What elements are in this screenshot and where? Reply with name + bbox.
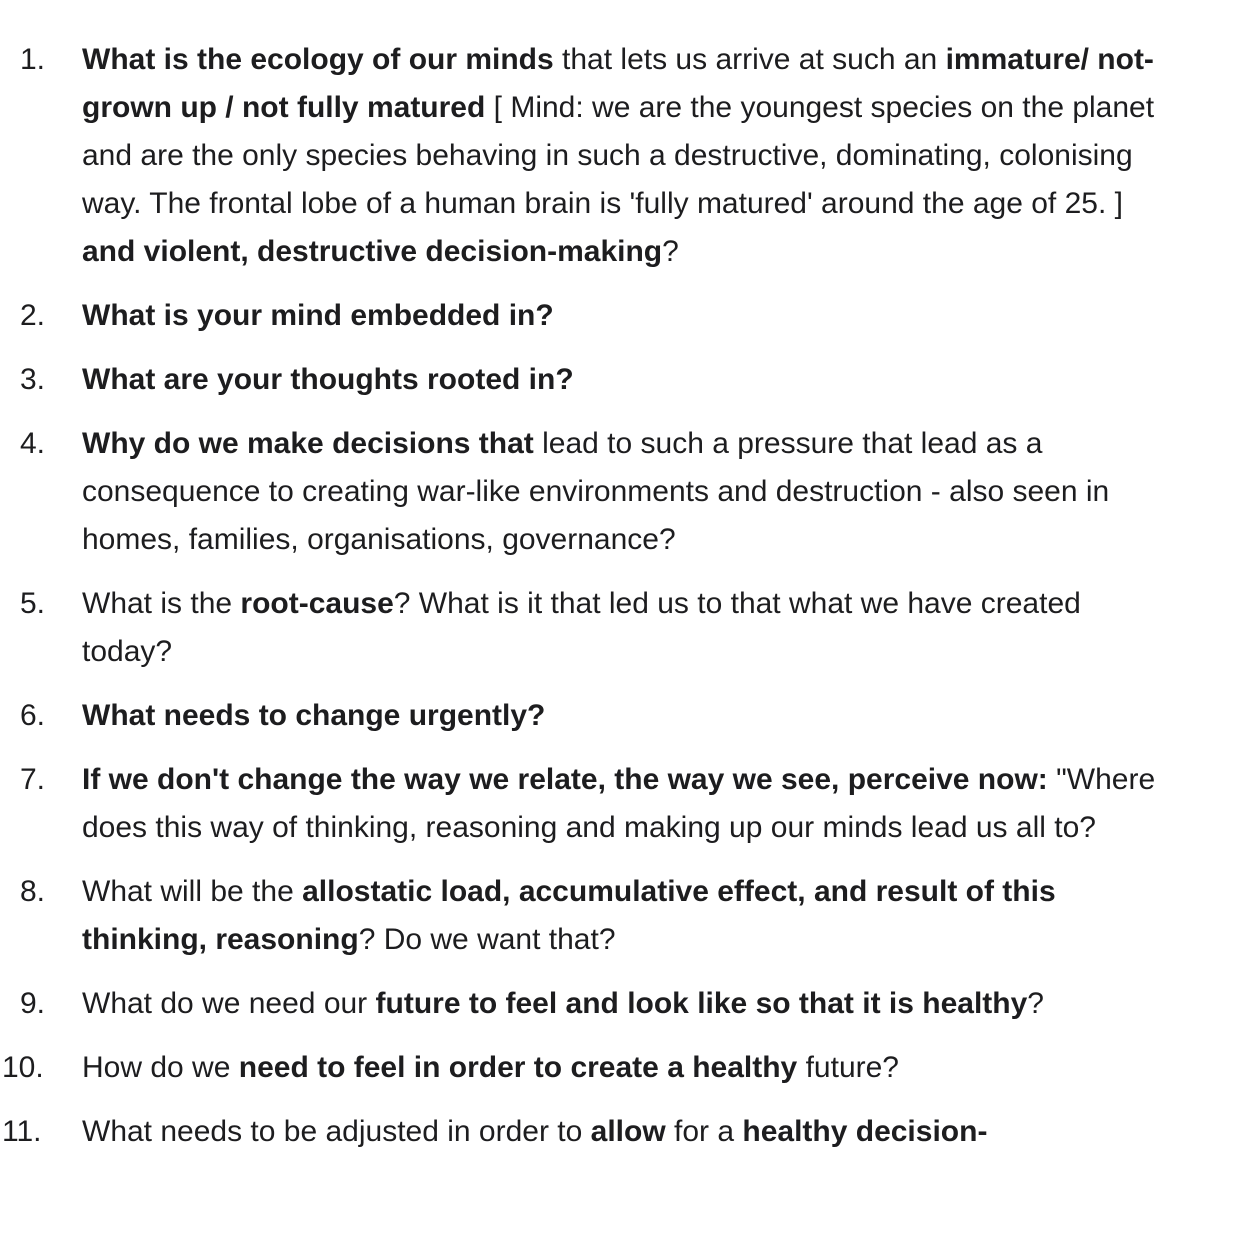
list-item (0, 868, 1244, 964)
list-item (0, 1108, 1244, 1156)
list-item-number: 6. (20, 699, 46, 732)
list-item-number: 1. (20, 43, 46, 76)
list-item-number: 10. (2, 1051, 44, 1084)
list-item-text: What needs to change urgently? (82, 699, 546, 732)
list-item-number: 5. (20, 587, 46, 620)
list-item-text: If we don't change the way we relate, the way we see, perceive now: "Where does this way of thinking, reasoning and making up our minds lead us all to? (82, 763, 1156, 844)
list-item-number: 11. (2, 1115, 42, 1148)
list-item-number: 9. (20, 987, 46, 1020)
list-item (0, 36, 1244, 276)
list-item (0, 356, 1244, 404)
list-item-number: 2. (20, 299, 46, 332)
list-item-text: What is the ecology of our minds that lets us arrive at such an immature/ not-grown up / not fully matured [ Mind: we are the youngest species on the planet and are the only species behaving in such a destructive, dominating, colonising way. The frontal lobe of a human brain is 'fully matured' around the age of 25. ] and violent, destructive decision-making? (82, 43, 1155, 268)
list-item-text: Why do we make decisions that lead to such a pressure that lead as a consequence to creating war-like environments and destruction - also seen in homes, families, organisations, governance? (82, 427, 1110, 556)
list-item (0, 292, 1244, 340)
list-item-text: What do we need our future to feel and look like so that it is healthy? (82, 987, 1044, 1020)
list-item-number: 4. (20, 427, 46, 460)
list-item-number: 7. (20, 763, 46, 796)
list-item-text: How do we need to feel in order to create a healthy future? (82, 1051, 899, 1084)
list-item-number: 8. (20, 875, 46, 908)
list-item-text: What are your thoughts rooted in? (82, 363, 574, 396)
list-item-text: What is your mind embedded in? (82, 299, 554, 332)
question-list (0, 36, 1244, 1172)
list-item-text: What needs to be adjusted in order to allow for a healthy decision- (82, 1115, 988, 1148)
list-item-text: What will be the allostatic load, accumulative effect, and result of this thinking, reasoning? Do we want that? (82, 875, 1056, 956)
list-item (0, 756, 1244, 852)
list-item-number: 3. (20, 363, 46, 396)
list-item (0, 580, 1244, 676)
list-item (0, 420, 1244, 564)
list-item (0, 692, 1244, 740)
list-item (0, 980, 1244, 1028)
list-item-text: What is the root-cause? What is it that led us to that what we have created today? (82, 587, 1081, 668)
list-item (0, 1044, 1244, 1092)
